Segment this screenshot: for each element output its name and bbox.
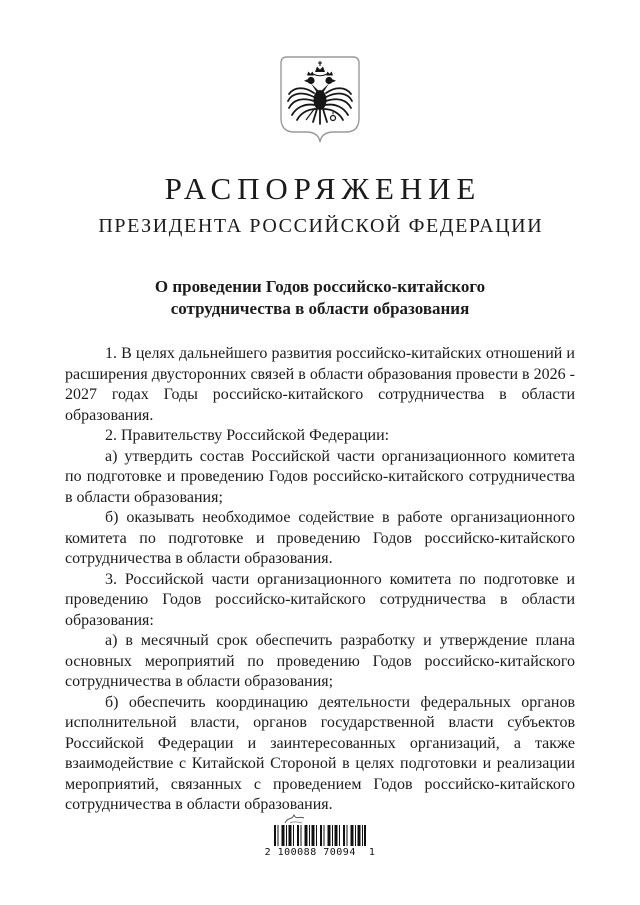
body-paragraph-4: б) оказывать необходимое содействие в работе организационного комитета по подготовке и проведению Годов российско-китайского сотрудничества в области образования. [65, 509, 575, 568]
barcode-bars [274, 825, 366, 846]
body-paragraph-3: а) утвердить состав Российской части организационного комитета по подготовке и проведению Годов российско-китайского сотрудничества в области образования; [65, 447, 575, 506]
letterhead-emblem [0, 0, 640, 158]
double-headed-eagle-icon [280, 56, 360, 158]
document-body [65, 344, 575, 816]
document-subject-title: О проведении Годов российско-китайского сотрудничества в области образования [154, 277, 486, 318]
document-type-title: РАСПОРЯЖЕНИЕ [164, 171, 482, 206]
handwritten-mark-icon [283, 812, 307, 825]
barcode-block [0, 812, 640, 858]
body-paragraph-1: 1. В целях дальнейшего развития российско-китайских отношений и расширения двусторонних связей в области образования провести в 2026 - 2027 годах Годы российско-китайского сотрудничества в области образования. [65, 345, 575, 424]
body-paragraph-6: а) в месячный срок обеспечить разработку и утверждение плана основных мероприятий по проведению Годов российско-китайского сотрудничества в области образования; [65, 632, 575, 691]
body-paragraph-5: 3. Российской части организационного комитета по подготовке и проведению Годов российско-китайского сотрудничества в области образования: [65, 570, 575, 629]
body-paragraph-2: 2. Правительству Российской Федерации: [105, 427, 390, 445]
barcode-digits: 2 100088 70094 1 [264, 847, 376, 858]
document-issuer-line: ПРЕЗИДЕНТА РОССИЙСКОЙ ФЕДЕРАЦИИ [98, 215, 544, 237]
body-paragraph-7: б) обеспечить координацию деятельности федеральных органов исполнительной власти, органов государственной власти субъектов Российской Федерации и заинтересованных организаций, а также взаимодействие с Китайской Стороной в целях подготовки и реализации мероприятий, связанных с проведением Годов российско-китайского сотрудничества в области образования. [65, 693, 575, 814]
